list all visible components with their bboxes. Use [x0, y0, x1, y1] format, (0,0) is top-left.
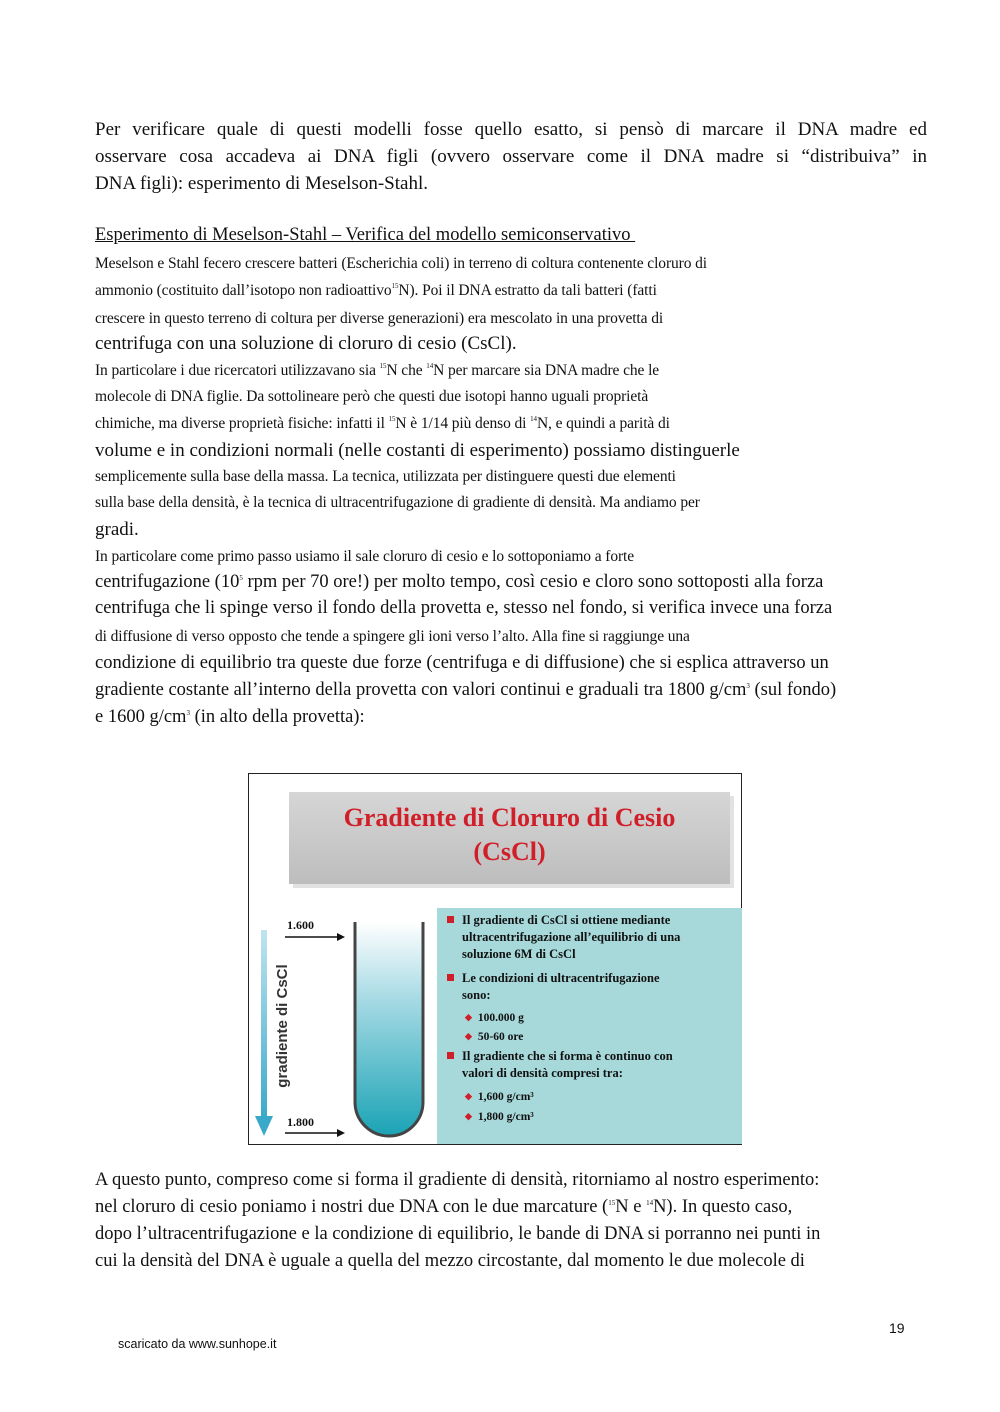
text-span: N). In questo caso, [653, 1197, 793, 1217]
text-span: N per marcare sia DNA madre che le [433, 362, 660, 379]
intro-line: Per verificare quale di questi modelli fosse quello esatto, si pensò di marcare il DNA madre ed [95, 119, 927, 140]
text-line [95, 572, 823, 593]
superscript: 15 [388, 415, 396, 423]
closing-paragraph [95, 1167, 895, 1275]
sub-bullet [465, 1028, 523, 1045]
top-density-label: 1.600 [287, 918, 314, 932]
text-span: N che [386, 362, 427, 379]
bullet-text: Il gradiente che si forma è continuo con [462, 1049, 673, 1063]
text-line [95, 707, 365, 728]
bullet-text: Il gradiente di CsCl si ottiene mediante [462, 913, 671, 927]
figure-title-line: Gradiente di Cloruro di Cesio [343, 803, 676, 832]
text-line: volume e in condizioni normali (nelle costanti di esperimento) possiamo distinguerle [95, 440, 740, 461]
text-line [95, 362, 659, 380]
bullet-item [447, 1048, 732, 1082]
text-span: gradiente costante all’interno della provetta con valori continui e graduali tra 1800 g/cm [95, 680, 747, 700]
text-span: (in alto della provetta): [189, 707, 365, 727]
info-box [437, 908, 742, 1144]
bullet-text: Le condizioni di ultracentrifugazione [462, 971, 660, 985]
diamond-bullet-icon: ◆ [465, 1012, 472, 1022]
text-line: crescere in questo terreno di coltura per diverse generazioni) era mescolato in una provetta di [95, 310, 664, 327]
bullet-item [447, 912, 732, 963]
diamond-bullet-icon: ◆ [465, 1091, 472, 1101]
text-span: N è 1/14 più denso di [395, 415, 531, 432]
text-span: N e [615, 1197, 647, 1217]
sub-bullet-text: 100.000 g [477, 1012, 524, 1024]
text-span: chimiche, ma diverse proprietà fisiche: infatti il [95, 415, 389, 432]
intro-line: osservare cosa accadeva ai DNA figli (ovvero osservare come il DNA madre si “distribuiva” in [95, 146, 927, 167]
text-line: di diffusione di verso opposto che tende a spingere gli ioni verso l’alto. Alla fine si raggiunge una [95, 628, 690, 645]
text-span: rpm per 70 ore!) per molto tempo, così cesio e cloro sono sottoposti alla forza [242, 572, 824, 592]
intro-line: DNA figli): esperimento di Meselson-Stahl. [95, 173, 428, 194]
text-span: centrifugazione (10 [95, 572, 240, 592]
text-line [95, 282, 657, 300]
superscript: 3 [746, 682, 750, 690]
text-line: molecole di DNA figlie. Da sottolineare però che questi due isotopi hanno uguali proprietà [95, 388, 649, 405]
footer-source: scaricato da www.sunhope.it [118, 1337, 277, 1351]
text-line: gradi. [95, 519, 139, 540]
arrow-bottom-icon [285, 1128, 345, 1138]
bullet-text: sono: [462, 988, 491, 1002]
gradient-axis-arrow [255, 930, 273, 1140]
superscript: 14 [646, 1199, 654, 1207]
square-bullet-icon [447, 916, 454, 923]
bullet-item [447, 970, 732, 1004]
page-number: 19 [889, 1320, 905, 1336]
text-span: N, e quindi a parità di [536, 415, 670, 432]
text-line: dopo l’ultracentrifugazione e la condizione di equilibrio, le bande di DNA si porranno nei punti in [95, 1224, 821, 1244]
text-line: condizione di equilibrio tra queste due forze (centrifuga e di diffusione) che si esplica attraverso un [95, 653, 829, 673]
text-span: ammonio (costituito dall’isotopo non radioattivo [95, 282, 392, 299]
bullet-text: soluzione 6M di CsCl [462, 947, 576, 961]
centrifuge-tube [349, 922, 429, 1144]
text-line [95, 415, 670, 433]
square-bullet-icon [447, 974, 454, 981]
text-span: nel cloruro di cesio poniamo i nostri due DNA con le due marcature ( [95, 1197, 609, 1217]
text-line: Meselson e Stahl fecero crescere batteri (Escherichia coli) in terreno di coltura contenente cloruro di [95, 255, 708, 272]
axis-label: gradiente di CsCl [274, 964, 291, 1088]
superscript: 3 [186, 709, 190, 717]
diamond-bullet-icon: ◆ [465, 1111, 472, 1121]
bullet-text: ultracentrifugazione all’equilibrio di una [462, 930, 681, 944]
superscript: 15 [391, 282, 399, 290]
text-span: N). Poi il DNA estratto da tali batteri (fatti [398, 282, 657, 299]
sub-bullet [465, 1009, 524, 1026]
sub-bullet [465, 1088, 534, 1105]
superscript: 15 [608, 1199, 616, 1207]
sub-bullet-text: 1,800 g/cm³ [477, 1111, 534, 1123]
sub-bullet [465, 1108, 534, 1125]
text-line: A questo punto, compreso come si forma il gradiente di densità, ritorniamo al nostro esperimento: [95, 1170, 820, 1190]
text-line [95, 680, 836, 701]
text-line: semplicemente sulla base della massa. La tecnica, utilizzata per distinguere questi due elementi [95, 468, 676, 485]
text-span: (sul fondo) [749, 680, 837, 700]
superscript: 14 [530, 415, 537, 423]
superscript: 14 [426, 362, 434, 370]
intro-paragraph [95, 116, 927, 197]
text-line: cui la densità del DNA è uguale a quella del mezzo circostante, dal momento le due molecole di [95, 1251, 805, 1271]
arrow-top-icon [285, 932, 345, 942]
cscl-gradient-figure [248, 773, 742, 1145]
diamond-bullet-icon: ◆ [465, 1031, 472, 1041]
figure-title-line: (CsCl) [473, 837, 546, 866]
bullet-text: valori di densità compresi tra: [462, 1066, 623, 1080]
text-line [95, 1194, 895, 1221]
bottom-density-label: 1.800 [287, 1115, 314, 1129]
section-heading: Esperimento di Meselson-Stahl – Verifica del modello semiconservativo [95, 225, 636, 245]
text-line: In particolare come primo passo usiamo il sale cloruro di cesio e lo sottoponiamo a forte [95, 548, 635, 565]
square-bullet-icon [447, 1052, 454, 1059]
text-span: e 1600 g/cm [95, 707, 187, 727]
superscript: 15 [379, 362, 387, 370]
figure-title [289, 792, 730, 884]
text-span: In particolare i due ricercatori utilizzavano sia [95, 362, 380, 379]
text-line: sulla base della densità, è la tecnica di ultracentrifugazione di gradiente di densità. Ma andiamo per [95, 494, 700, 511]
text-line: centrifuga con una soluzione di cloruro di cesio (CsCl). [95, 333, 517, 354]
text-line: centrifuga che li spinge verso il fondo della provetta e, stesso nel fondo, si verifica invece una forza [95, 598, 833, 618]
superscript: 5 [239, 574, 243, 582]
sub-bullet-text: 1,600 g/cm³ [477, 1091, 534, 1103]
sub-bullet-text: 50-60 ore [477, 1031, 524, 1043]
